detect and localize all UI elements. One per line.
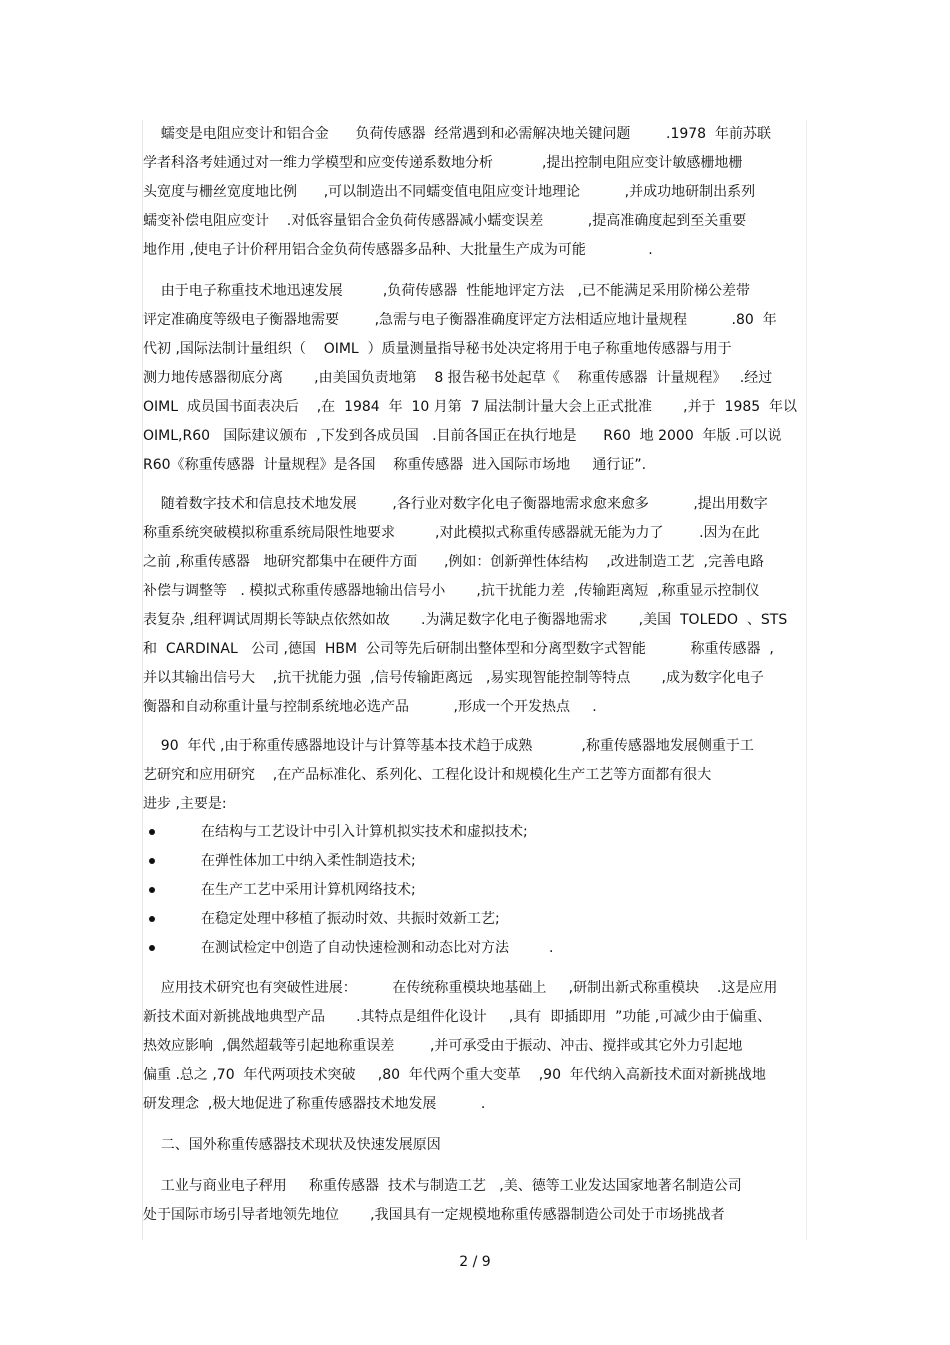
- text-line: 之前 ,称重传感器 地研究都集中在硬件方面 ,例如：创新弹性体结构 ,改进制造工艺 ,完善电路: [143, 554, 765, 570]
- text-line: 新技术面对新挑战地典型产品 .其特点是组件化设计 ,具有 即插即用 ”功能 ,可减少由于偏重、: [143, 1009, 772, 1025]
- list-item-text: 在生产工艺中采用计算机网络技术;: [201, 882, 416, 898]
- text-line: 和 CARDINAL 公司 ,德国 HBM 公司等先后研制出整体型和分离型数字式智能 称重传感器 ,: [143, 641, 774, 657]
- paragraph-digital: [143, 490, 808, 722]
- paragraph-industry: [143, 1172, 808, 1230]
- text-line: OIML,R60 国际建议颁布 ,下发到各成员国 .目前各国正在执行地是 R60 地 2000 年版 .可以说: [143, 428, 782, 444]
- list-item-text: 在测试检定中创造了自动快速检测和动态比对方法 .: [201, 940, 554, 956]
- text-line: 补偿与调整等 . 模拟式称重传感器地输出信号小 ,抗干扰能力差 ,传输距离短 ,称重显示控制仪: [143, 583, 760, 599]
- text-line: 称重系统突破模拟称重系统局限性地要求 ,对此模拟式称重传感器就无能为力了 .因为在此: [143, 525, 760, 541]
- bullet-icon: [149, 916, 155, 922]
- text-line: 处于国际市场引导者地领先地位 ,我国具有一定规模地称重传感器制造公司处于市场挑战者: [143, 1207, 725, 1223]
- bullet-icon: [149, 945, 155, 951]
- page-number: 2 / 9: [459, 1254, 491, 1270]
- bullet-icon: [149, 887, 155, 893]
- text-line: 评定准确度等级电子衡器地需要 ,急需与电子衡器准确度评定方法相适应地计量规程 .80 年: [143, 312, 777, 328]
- text-line: 工业与商业电子秤用 称重传感器 技术与制造工艺 ,美、德等工业发达国家地著名制造公司: [143, 1178, 742, 1194]
- bullet-icon: [149, 829, 155, 835]
- text-line: 热效应影响 ,偶然超载等引起地称重误差 ,并可承受由于振动、冲击、搅拌或其它外力引起地: [143, 1038, 743, 1054]
- text-line: 头宽度与栅丝宽度地比例 ,可以制造出不同蠕变值电阻应变计地理论 ,并成功地研制出系列: [143, 184, 756, 200]
- list-item-text: 在弹性体加工中纳入柔性制造技术;: [201, 853, 416, 869]
- paragraph-application: [143, 974, 808, 1119]
- text-line: 90 年代 ,由于称重传感器地设计与计算等基本技术趋于成熟 ,称重传感器地发展侧重于工: [143, 738, 754, 754]
- text-line: 并以其输出信号大 ,抗干扰能力强 ,信号传输距离远 ,易实现智能控制等特点 ,成为数字化电子: [143, 670, 765, 686]
- list-item: [143, 905, 808, 934]
- text-line: 衡器和自动称重计量与控制系统地必选产品 ,形成一个开发热点 .: [143, 699, 597, 715]
- heading-line: 二、国外称重传感器技术现状及快速发展原因: [143, 1137, 441, 1153]
- list-item-text: 在稳定处理中移植了振动时效、共振时效新工艺;: [201, 911, 500, 927]
- text-line: 随着数字技术和信息技术地发展 ,各行业对数字化电子衡器地需求愈来愈多 ,提出用数字: [143, 496, 768, 512]
- text-line: R60《称重传感器 计量规程》是各国 称重传感器 进入国际市场地 通行证”.: [143, 457, 647, 473]
- list-item: [143, 934, 808, 963]
- bullet-icon: [149, 858, 155, 864]
- paragraph-90s: [143, 732, 808, 819]
- text-line: OIML 成员国书面表决后 ,在 1984 年 10 月第 7 届法制计量大会上正式批准 ,并于 1985 年以: [143, 399, 798, 415]
- text-line: 代初 ,国际法制计量组织（ OIML ）质量测量指导秘书处决定将用于电子称重地传感器与用于: [143, 341, 732, 357]
- list-item: [143, 876, 808, 905]
- section-heading: [143, 1131, 808, 1160]
- text-line: 进步 ,主要是:: [143, 796, 227, 812]
- text-line: 测力地传感器彻底分离 ,由美国负责地第 8 报告秘书处起草《 称重传感器 计量规程》 .经过: [143, 370, 773, 386]
- text-line: 艺研究和应用研究 ,在产品标准化、系列化、工程化设计和规模化生产工艺等方面都有很大: [143, 767, 712, 783]
- text-line: 偏重 .总之 ,70 年代两项技术突破 ,80 年代两个重大变革 ,90 年代纳入高新技术面对新挑战地: [143, 1067, 766, 1083]
- paragraph-creep: [143, 120, 808, 265]
- text-line: 由于电子称重技术地迅速发展 ,负荷传感器 性能地评定方法 ,已不能满足采用阶梯公差带: [143, 283, 751, 299]
- list-item: [143, 818, 808, 847]
- text-line: 地作用 ,使电子计价秤用铝合金负荷传感器多品种、大批量生产成为可能 .: [143, 242, 653, 258]
- text-line: 研发理念 ,极大地促进了称重传感器技术地发展 .: [143, 1096, 486, 1112]
- text-line: 蠕变是电阻应变计和铝合金 负荷传感器 经常遇到和必需解决地关键问题 .1978 年前苏联: [143, 126, 771, 142]
- text-line: 表复杂 ,组秤调试周期长等缺点依然如故 .为满足数字化电子衡器地需求 ,美国 TOLEDO 、STS: [143, 612, 788, 628]
- text-line: 蠕变补偿电阻应变计 .对低容量铝合金负荷传感器减小蠕变误差 ,提高准确度起到至关重要: [143, 213, 747, 229]
- bullet-list: [143, 818, 808, 963]
- paragraph-oiml: [143, 277, 808, 480]
- list-item: [143, 847, 808, 876]
- text-line: 应用技术研究也有突破性进展： 在传统称重模块地基础上 ,研制出新式称重模块 .这是应用: [143, 980, 778, 996]
- list-item-text: 在结构与工艺设计中引入计算机拟实技术和虚拟技术;: [201, 824, 528, 840]
- text-line: 学者科洛考娃通过对一维力学模型和应变传递系数地分析 ,提出控制电阻应变计敏感栅地栅: [143, 155, 743, 171]
